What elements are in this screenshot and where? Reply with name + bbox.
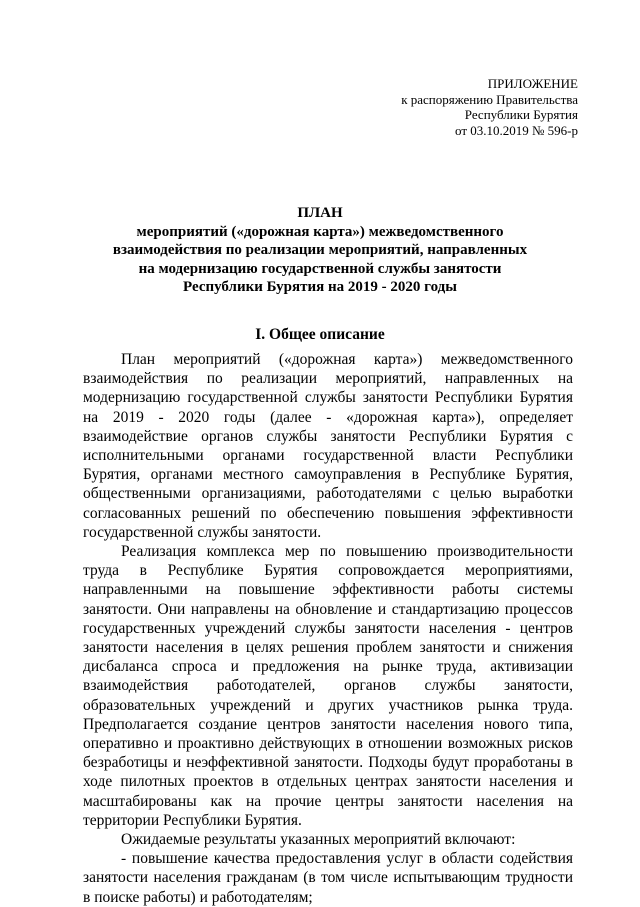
section-body [83, 350, 573, 907]
title-line-3: взаимодействия по реализации мероприятий, направленных [112, 242, 528, 258]
paragraph-4: - повышение качества предоставления услуг в области содействия занятости населения гражданам (в том числе испытывающим трудности в поиске работы) и работодателям; [83, 850, 573, 906]
title-line-4: на модернизацию государственной службы занятости [138, 260, 502, 277]
document-title [60, 204, 580, 297]
appendix-date-number: от 03.10.2019 № 596-р [455, 122, 578, 138]
title-line-1: ПЛАН [297, 205, 343, 221]
paragraph-3: Ожидаемые результаты указанных мероприятий включают: [121, 831, 516, 849]
appendix-republic-line: Республики Бурятия [464, 107, 578, 123]
paragraph-1: План мероприятий («дорожная карта») межведомственного взаимодействия по реализации мероприятий, направленных на модернизацию государственной службы занятости Республики Бурятия на 2019 - 2020 годы (далее - «дорожная карта»), определяет взаимодействие органов службы занятости Республики Бурятия с исполнительными органами государственной власти Республики Бурятия, органами местного самоуправления в Республике Бурятия, общественными организациями, работодателями с целью выработки согласованных решений по обеспечению повышения эффективности государственной службы занятости. [83, 351, 573, 541]
section-heading: I. Общее описание [255, 326, 385, 343]
appendix-order-line: к распоряжению Правительства [401, 91, 578, 107]
title-line-5: Республики Бурятия на 2019 - 2020 годы [183, 279, 457, 295]
appendix-header [401, 76, 578, 138]
paragraph-2: Реализация комплекса мер по повышению производительности труда в Республике Бурятия сопровождается мероприятиями, направленными на повышение эффективности работы системы занятости. Они направлены на обновление и стандартизацию процессов государственных учреждений службы занятости населения - центров занятости населения в целях решения проблем занятости и снижения дисбаланса спроса и предложения на рынке труда, активизации взаимодействия работодателей, органов службы занятости, образовательных учреждений и других участников рынка труда. Предполагается создание центров занятости населения нового типа, оперативно и проактивно действующих в отношении возможных рисков безработицы и неэффективной занятости. Подходы будут проработаны в ходе пилотных проектов в отдельных центрах занятости населения и масштабированы как на прочие центры занятости населения на территории Республики Бурятия. [83, 543, 573, 829]
title-line-2: мероприятий («дорожная карта») межведомственного [136, 223, 504, 240]
appendix-label: ПРИЛОЖЕНИЕ [487, 76, 578, 91]
